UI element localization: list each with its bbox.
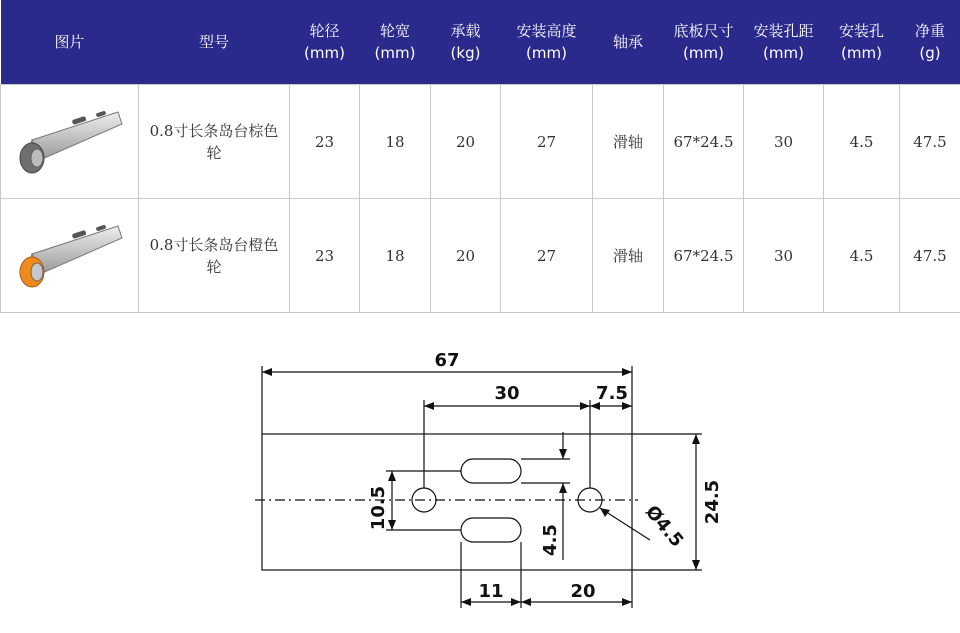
brown-caster-wheel-icon <box>10 100 130 180</box>
header-image: 图片 <box>1 0 139 85</box>
model-cell: 0.8寸长条岛台橙色轮 <box>139 199 290 313</box>
dim-total-length: 67 <box>434 350 459 371</box>
diameter-cell: 23 <box>290 199 360 313</box>
slot <box>461 518 521 542</box>
header-diameter: 轮径 (mm) <box>290 0 360 85</box>
table-row <box>1 85 960 199</box>
plate-cell: 67*24.5 <box>664 85 744 199</box>
plate-outline <box>262 434 632 570</box>
product-image <box>1 85 139 199</box>
height-cell: 27 <box>501 85 593 199</box>
dim-hole-diameter: Ø4.5 <box>641 502 687 552</box>
header-height: 安装高度 (mm) <box>501 0 593 85</box>
spec-table <box>0 0 960 313</box>
header-load: 承载 (kg) <box>431 0 501 85</box>
model-cell: 0.8寸长条岛台棕色轮 <box>139 85 290 199</box>
hole-cell: 4.5 <box>824 85 900 199</box>
dim-edge-offset: 7.5 <box>596 383 628 404</box>
dim-plate-width: 24.5 <box>702 480 723 524</box>
weight-cell: 47.5 <box>900 85 960 199</box>
bearing-cell: 滑轴 <box>593 199 664 313</box>
hole-distance-cell: 30 <box>744 199 824 313</box>
technical-drawing <box>0 316 960 629</box>
load-cell: 20 <box>431 85 501 199</box>
header-weight: 净重 (g) <box>900 0 960 85</box>
header-hole-distance: 安装孔距 (mm) <box>744 0 824 85</box>
dim-hole-spacing: 30 <box>494 383 519 404</box>
dim-slot-offset: 4.5 <box>540 524 561 556</box>
table-row <box>1 199 960 313</box>
slot <box>461 459 521 483</box>
plate-cell: 67*24.5 <box>664 199 744 313</box>
dim-slot-spacing: 10.5 <box>368 486 389 530</box>
dim-slot-to-hole: 20 <box>570 581 595 602</box>
orange-caster-wheel-icon <box>10 214 130 294</box>
width-cell: 18 <box>360 85 431 199</box>
mounting-plate-drawing <box>0 316 960 629</box>
load-cell: 20 <box>431 199 501 313</box>
header-model: 型号 <box>139 0 290 85</box>
product-image <box>1 199 139 313</box>
header-width: 轮宽 (mm) <box>360 0 431 85</box>
header-plate: 底板尺寸 (mm) <box>664 0 744 85</box>
width-cell: 18 <box>360 199 431 313</box>
weight-cell: 47.5 <box>900 199 960 313</box>
hole-cell: 4.5 <box>824 199 900 313</box>
dim-slot-length: 11 <box>478 581 503 602</box>
header-bearing: 轴承 <box>593 0 664 85</box>
hole-distance-cell: 30 <box>744 85 824 199</box>
header-hole: 安装孔 (mm) <box>824 0 900 85</box>
height-cell: 27 <box>501 199 593 313</box>
bearing-cell: 滑轴 <box>593 85 664 199</box>
header-row <box>1 0 960 85</box>
diameter-cell: 23 <box>290 85 360 199</box>
